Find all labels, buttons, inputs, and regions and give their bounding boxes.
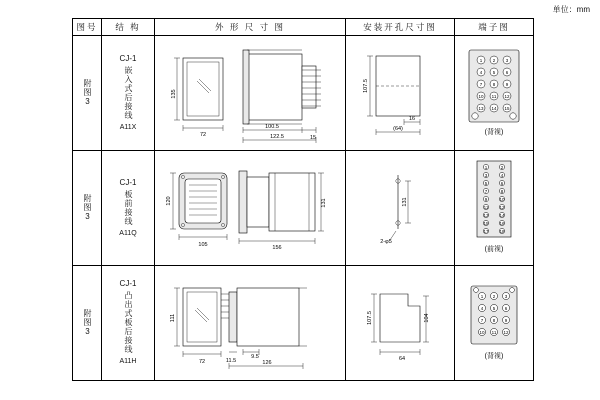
structure-title-3: CJ-1: [119, 279, 137, 288]
mounting-drawing-2: [346, 151, 455, 266]
dimension-table: [72, 18, 534, 381]
svg-text:111: 111: [170, 313, 176, 323]
svg-text:72: 72: [199, 132, 207, 138]
svg-text:4: 4: [500, 173, 504, 178]
terminal-drawing-3: [455, 266, 534, 381]
outline-drawing-1: [155, 36, 346, 151]
svg-text:1: 1: [479, 58, 483, 63]
svg-text:13: 13: [483, 213, 489, 218]
svg-text:122.5: 122.5: [270, 134, 284, 140]
svg-text:11: 11: [491, 94, 497, 99]
structure-title-1: CJ-1: [119, 53, 137, 63]
structure-code-1: A11X: [119, 123, 137, 131]
svg-text:126: 126: [262, 360, 272, 366]
svg-text:3: 3: [504, 294, 508, 299]
table-row: [73, 36, 534, 151]
fig-no-cell-1: 附图3: [73, 36, 102, 151]
svg-text:64: 64: [398, 356, 406, 362]
svg-text:2: 2: [492, 294, 496, 299]
svg-text:5: 5: [492, 306, 496, 311]
header-mounting: 安装开孔尺寸图: [346, 19, 455, 36]
terminal-drawing-2: [455, 151, 534, 266]
svg-text:107.5: 107.5: [367, 311, 373, 325]
svg-text:5: 5: [492, 70, 496, 75]
svg-text:100.5: 100.5: [265, 124, 279, 130]
terminal-drawing-1: [455, 36, 534, 151]
svg-text:7: 7: [484, 189, 488, 194]
svg-text:18: 18: [499, 229, 505, 234]
header-outline: 外 形 尺 寸 图: [155, 19, 346, 36]
structure-cell-2: [102, 151, 155, 266]
table-row: [73, 266, 534, 381]
svg-text:6: 6: [505, 70, 509, 75]
svg-text:8: 8: [492, 82, 496, 87]
svg-text:8: 8: [500, 189, 504, 194]
svg-text:3: 3: [484, 173, 488, 178]
svg-text:72: 72: [198, 359, 206, 365]
terminal-caption-1: (背视): [484, 129, 504, 136]
svg-text:9: 9: [484, 197, 488, 202]
svg-text:(64): (64): [393, 126, 403, 132]
svg-text:15: 15: [504, 106, 510, 111]
svg-text:1: 1: [480, 294, 484, 299]
svg-text:12: 12: [504, 94, 510, 99]
svg-text:12: 12: [499, 205, 505, 210]
terminal-caption-3: (背视): [484, 353, 504, 360]
svg-text:5: 5: [484, 181, 488, 186]
svg-text:12: 12: [503, 330, 509, 335]
svg-text:131: 131: [321, 198, 327, 208]
svg-text:120: 120: [166, 196, 172, 206]
unit-note: 单位：mm: [552, 5, 590, 14]
svg-text:7: 7: [479, 82, 483, 87]
svg-text:13: 13: [478, 106, 484, 111]
structure-code-2: A11Q: [119, 229, 137, 237]
structure-cell-1: [102, 36, 155, 151]
svg-text:6: 6: [504, 306, 508, 311]
svg-text:8: 8: [492, 318, 496, 323]
structure-desc-1: 嵌入式后接线: [124, 65, 133, 120]
header-structure: 结 构: [102, 19, 155, 36]
svg-text:3: 3: [505, 58, 509, 63]
svg-text:104: 104: [424, 313, 430, 323]
svg-text:15: 15: [309, 135, 317, 141]
svg-text:6: 6: [500, 181, 504, 186]
svg-text:4: 4: [479, 70, 483, 75]
mounting-drawing-1: [346, 36, 455, 151]
svg-text:2: 2: [500, 165, 504, 170]
structure-cell-3: [102, 266, 155, 381]
svg-text:2: 2: [492, 58, 496, 63]
table-row: [73, 151, 534, 266]
svg-text:9: 9: [504, 318, 508, 323]
header-terminal: 端子图: [455, 19, 534, 36]
svg-text:107.5: 107.5: [363, 79, 369, 93]
structure-code-3: A11H: [119, 358, 137, 365]
svg-text:135: 135: [171, 89, 177, 99]
fig-no-cell-2: 附图3: [73, 151, 102, 266]
svg-text:11: 11: [491, 330, 497, 335]
svg-text:9: 9: [505, 82, 509, 87]
table-header-row: [73, 19, 534, 36]
structure-desc-2: 板前接线: [124, 189, 133, 226]
svg-text:10: 10: [479, 330, 485, 335]
outline-drawing-3: [155, 266, 346, 381]
svg-text:7: 7: [480, 318, 484, 323]
svg-text:16: 16: [499, 221, 505, 226]
outline-drawing-2: [155, 151, 346, 266]
svg-text:11.5: 11.5: [225, 358, 237, 364]
svg-text:14: 14: [491, 106, 497, 111]
terminal-caption-2: (前视): [484, 246, 504, 253]
svg-text:4: 4: [480, 306, 484, 311]
svg-text:14: 14: [499, 213, 505, 218]
svg-text:131: 131: [402, 197, 408, 207]
svg-text:9.5: 9.5: [251, 354, 259, 360]
mounting-drawing-3: [346, 266, 455, 381]
svg-text:2-φ5: 2-φ5: [380, 239, 392, 245]
svg-text:10: 10: [499, 197, 505, 202]
svg-text:15: 15: [483, 221, 489, 226]
header-fig-no: 图号: [73, 19, 102, 36]
svg-text:17: 17: [483, 229, 489, 234]
fig-no-cell-3: 附图3: [73, 266, 102, 381]
svg-text:156: 156: [272, 245, 282, 251]
svg-text:16: 16: [408, 116, 416, 122]
svg-text:11: 11: [483, 205, 489, 210]
structure-desc-3: 凸出式板后接线: [124, 291, 133, 354]
svg-text:10: 10: [478, 94, 484, 99]
svg-text:105: 105: [198, 242, 208, 248]
structure-title-2: CJ-1: [119, 177, 137, 187]
svg-text:1: 1: [484, 165, 488, 170]
